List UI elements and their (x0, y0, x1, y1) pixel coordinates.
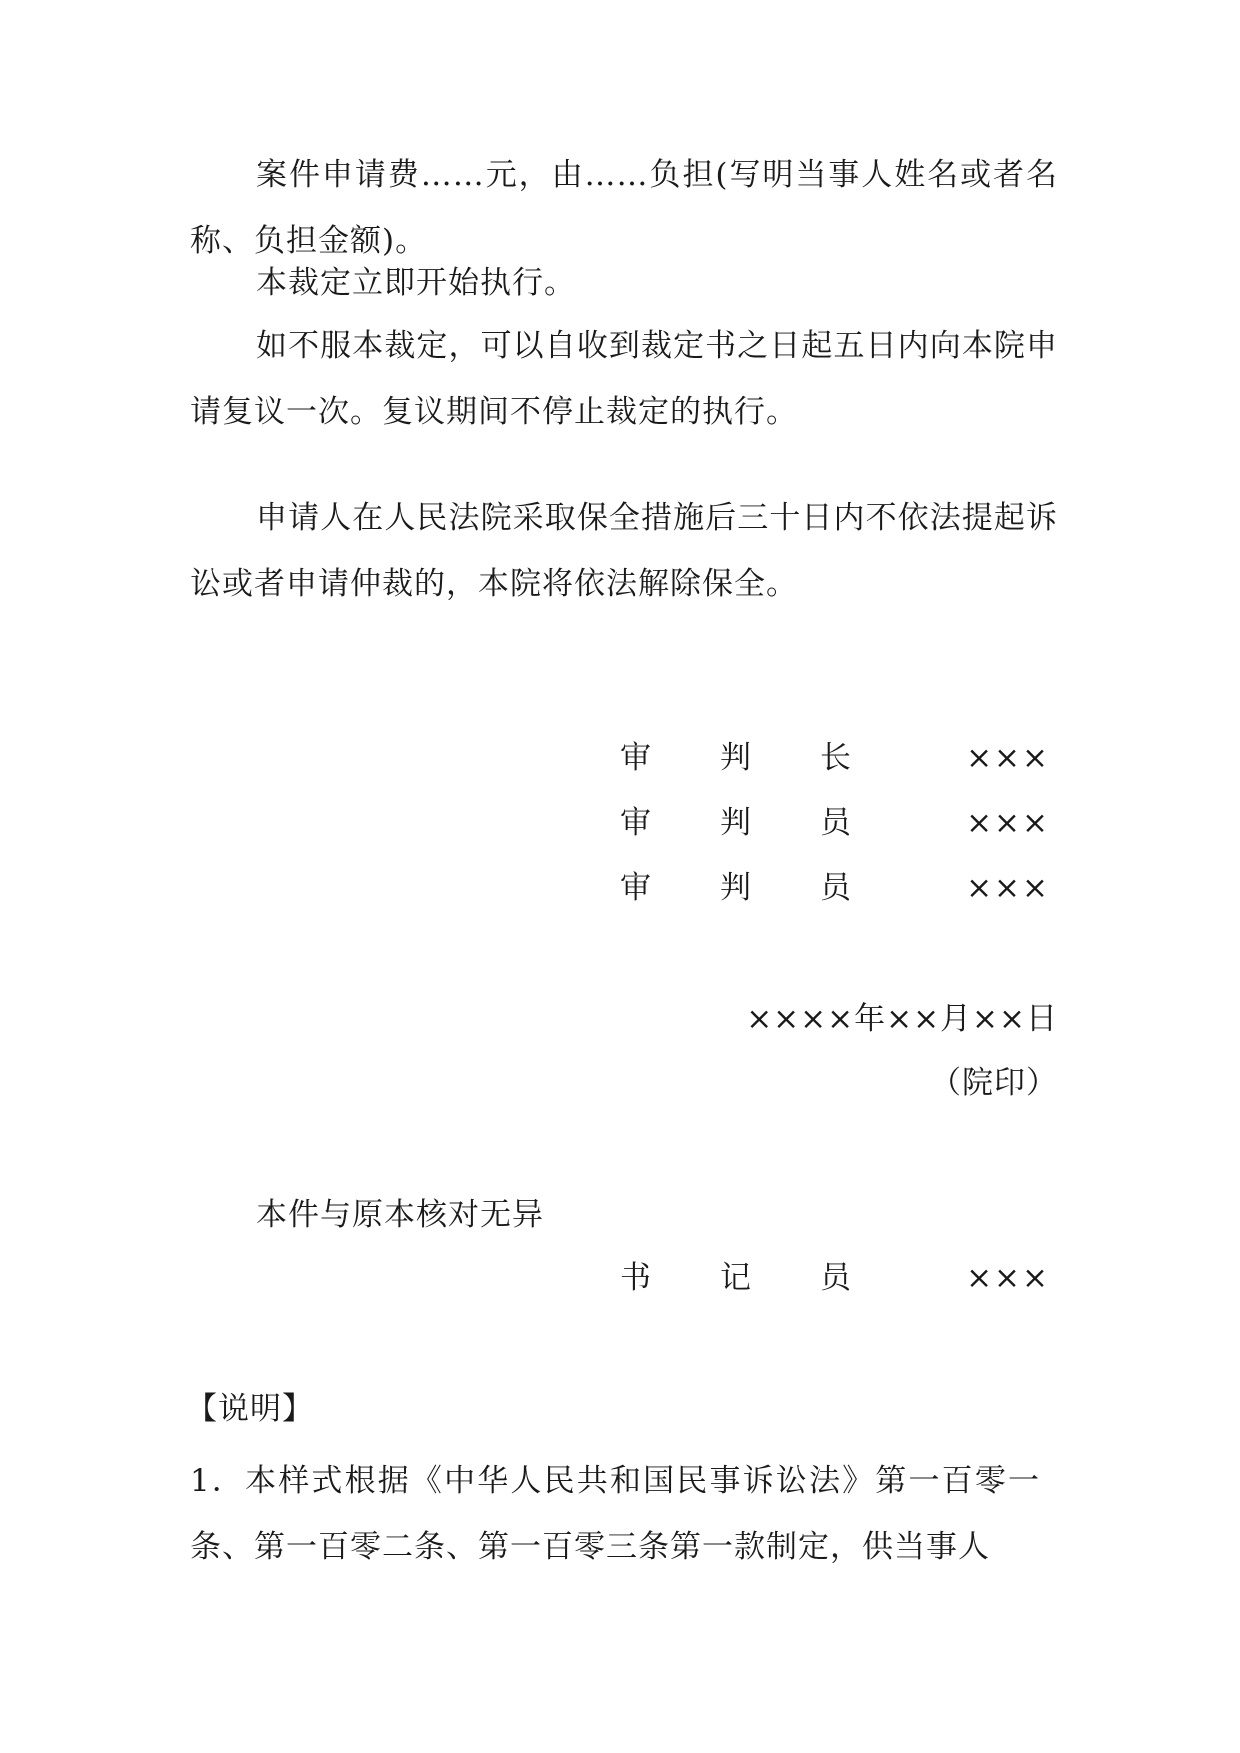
signature-name: ××× (966, 870, 1050, 906)
signature-name: ××× (966, 805, 1050, 841)
fee-paragraph: 案件申请费……元，由……负担(写明当事人姓名或者名称、负担金额)。 (190, 157, 1058, 259)
note-item-1: 1．本样式根据《中华人民共和国民事诉讼法》第一百零一条、第一百零二条、第一百零三条第一款制定，供当事人 (190, 1463, 1040, 1565)
signature-title-char: 员 (820, 805, 851, 841)
signature-presiding-judge (620, 733, 1050, 783)
release-paragraph: 申请人在人民法院采取保全措施后三十日内不依法提起诉讼或者申请仲裁的，本院将依法解除保全。 (190, 500, 1058, 602)
signature-title-char: 判 (720, 740, 751, 776)
signature-title-char: 员 (820, 1260, 851, 1296)
signature-title-char: 审 (620, 870, 651, 906)
signature-name: ××× (966, 1260, 1050, 1296)
execution-paragraph: 本裁定立即开始执行。 (256, 265, 576, 301)
signature-title-char: 书 (620, 1260, 651, 1296)
review-paragraph: 如不服本裁定，可以自收到裁定书之日起五日内向本院申请复议一次。复议期间不停止裁定的执行。 (190, 328, 1058, 430)
signature-title-char: 审 (620, 740, 651, 776)
signature-judge-2 (620, 863, 1050, 913)
signature-title-char: 员 (820, 870, 851, 906)
verification-statement: 本件与原本核对无异 (256, 1197, 544, 1233)
notes-heading: 【说明】 (186, 1391, 314, 1427)
court-seal-note: （院印） (930, 1065, 1058, 1101)
signature-title-char: 判 (720, 805, 751, 841)
signature-title-char: 长 (820, 740, 851, 776)
signature-clerk (620, 1253, 1050, 1303)
signature-title-char: 判 (720, 870, 751, 906)
signature-title-char: 记 (720, 1260, 751, 1296)
signature-name: ××× (966, 740, 1050, 776)
signature-title-char: 审 (620, 805, 651, 841)
signature-judge-1 (620, 798, 1050, 848)
document-date: ××××年××月××日 (746, 1001, 1058, 1037)
